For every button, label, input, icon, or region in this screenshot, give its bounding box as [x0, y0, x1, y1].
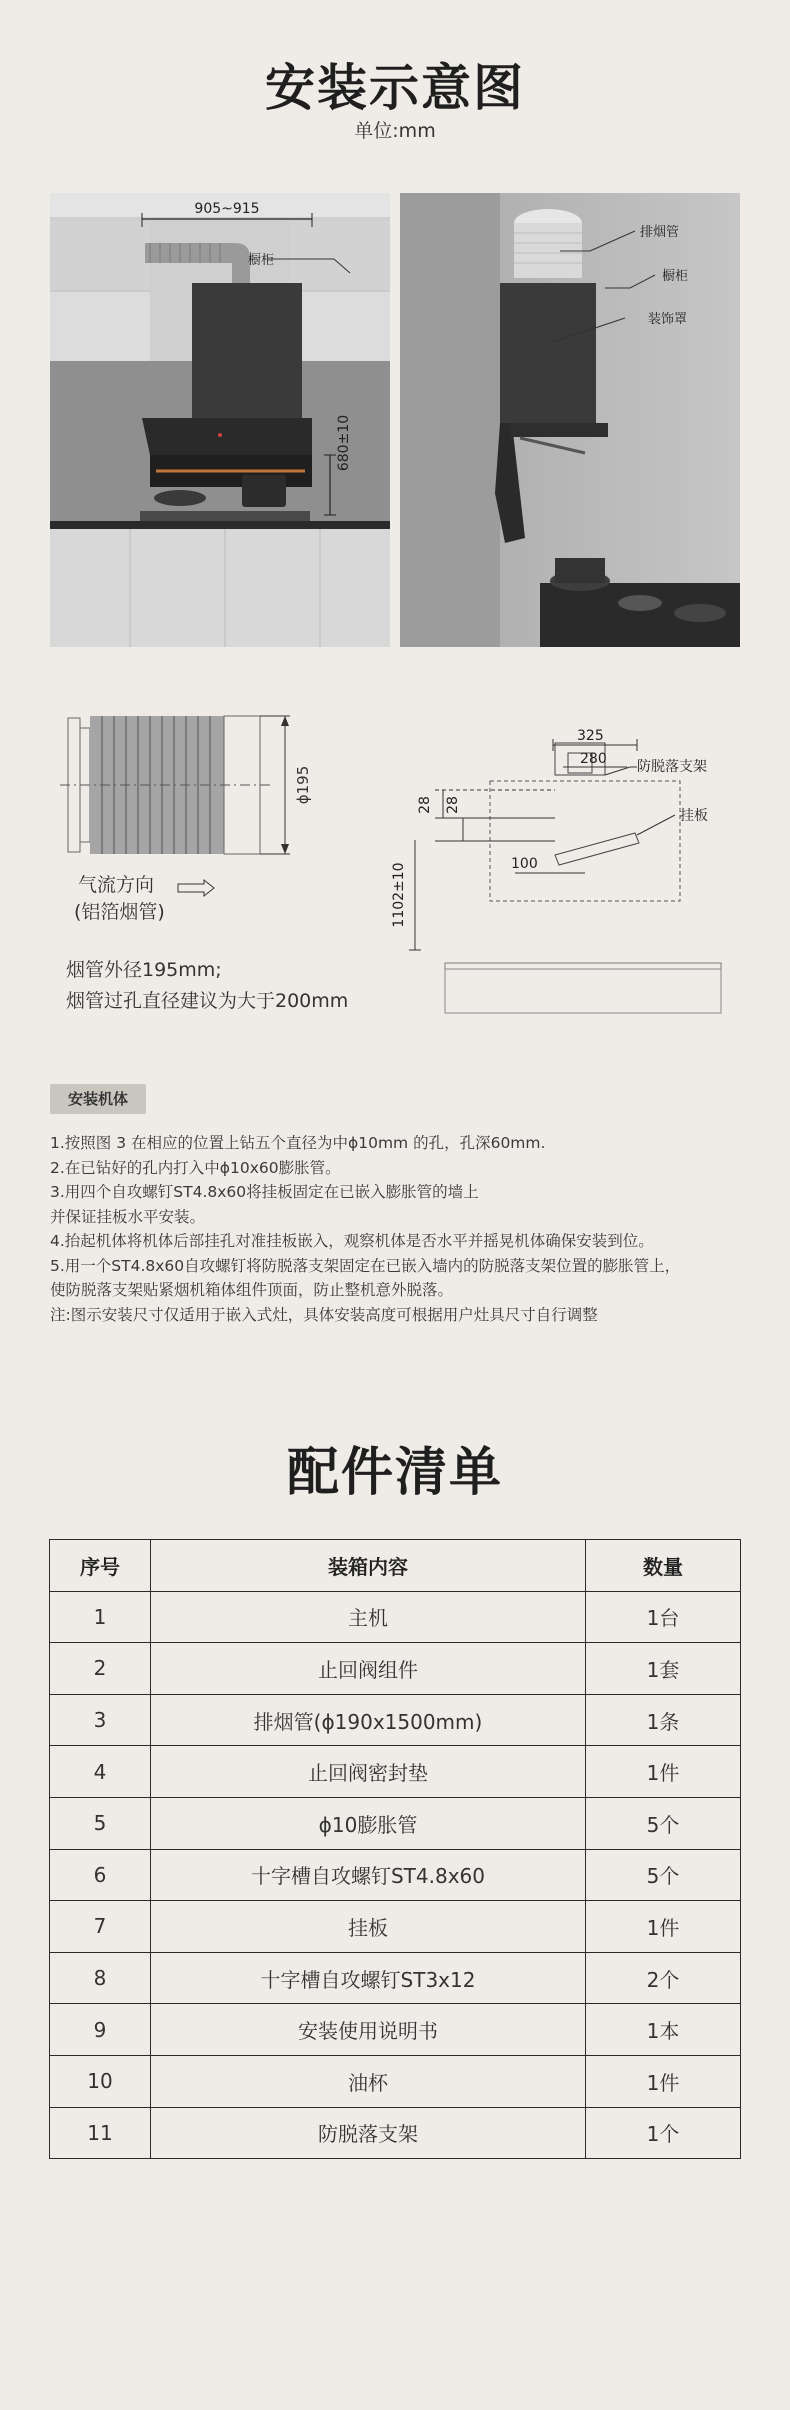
header-index: 序号: [50, 1540, 151, 1592]
dim-height-label: 680±10: [336, 414, 352, 472]
cell-index: 10: [50, 2055, 151, 2107]
parts-table: [49, 1539, 741, 2159]
dim-width-label: 905~915: [194, 201, 260, 217]
cell-content: 安装使用说明书: [151, 2004, 586, 2056]
table-row: [50, 1591, 741, 1643]
cell-quantity: 1件: [586, 2055, 741, 2107]
cell-quantity: 5个: [586, 1849, 741, 1901]
cell-content: 油杯: [151, 2055, 586, 2107]
cell-index: 11: [50, 2107, 151, 2159]
pipe-note-diameter: 烟管外径195mm;: [66, 959, 222, 981]
table-row: [50, 1797, 741, 1849]
install-steps: [50, 1131, 750, 1327]
cell-index: 4: [50, 1746, 151, 1798]
unit-label: 单位:mm: [354, 120, 436, 142]
cell-index: 3: [50, 1694, 151, 1746]
cell-quantity: 2个: [586, 1952, 741, 2004]
header-quantity: 数量: [586, 1540, 741, 1592]
table-header-row: [50, 1540, 741, 1592]
cell-quantity: 1本: [586, 2004, 741, 2056]
cell-quantity: 1个: [586, 2107, 741, 2159]
label-hanging-plate: 挂板: [680, 808, 708, 824]
label-anti-fall-bracket: 防脱落支架: [637, 759, 707, 775]
kitchen-front-illustration: [50, 193, 390, 647]
side-view-illustration: [400, 193, 740, 647]
table-row: [50, 1952, 741, 2004]
pipe-note-hole: 烟管过孔直径建议为大于200mm: [66, 990, 349, 1012]
label-exhaust-pipe: 排烟管: [640, 225, 680, 240]
install-step: 并保证挂板水平安装。: [50, 1207, 206, 1226]
table-row: [50, 1746, 741, 1798]
cell-content: 防脱落支架: [151, 2107, 586, 2159]
table-row: [50, 2055, 741, 2107]
cell-quantity: 1条: [586, 1694, 741, 1746]
cell-content: ϕ10膨胀管: [151, 1797, 586, 1849]
page-title: 安装示意图: [265, 59, 525, 117]
photo-side-view: [400, 193, 740, 647]
cell-index: 2: [50, 1643, 151, 1695]
dim-mount-height: 1102±10: [391, 862, 407, 928]
cell-index: 9: [50, 2004, 151, 2056]
cell-content: 止回阀组件: [151, 1643, 586, 1695]
install-section-badge: 安装机体: [50, 1084, 146, 1114]
cell-index: 8: [50, 1952, 151, 2004]
cabinet-label: 橱柜: [248, 253, 275, 268]
install-step: 3.用四个自攻螺钉ST4.8x60将挂板固定在已嵌入膨胀管的墙上: [50, 1183, 479, 1201]
label-cover: 装饰罩: [648, 312, 688, 327]
parts-title: 配件清单: [286, 1443, 503, 1503]
label-cabinet: 橱柜: [662, 269, 689, 284]
header-content: 装箱内容: [151, 1540, 586, 1592]
install-step: 5.用一个ST4.8x60自攻螺钉将防脱落支架固定在已嵌入墙内的防脱落支架位置的膨胀管上，: [50, 1256, 681, 1275]
cell-content: 排烟管(ϕ190x1500mm): [151, 1694, 586, 1746]
cell-content: 止回阀密封垫: [151, 1746, 586, 1798]
dim-28-a: 28: [417, 796, 433, 814]
cell-quantity: 1台: [586, 1591, 741, 1643]
table-row: [50, 1643, 741, 1695]
install-note: 注:图示安装尺寸仅适用于嵌入式灶，具体安装高度可根据用户灶具尺寸自行调整: [50, 1305, 598, 1324]
pipe-type-label: (铝箔烟管): [74, 901, 165, 923]
pipe-diameter-label: ϕ195: [294, 765, 312, 805]
dim-280: 280: [580, 751, 607, 767]
cell-index: 5: [50, 1797, 151, 1849]
install-step: 2.在已钻好的孔内打入中ϕ10x60膨胀管。: [50, 1158, 341, 1177]
cell-index: 6: [50, 1849, 151, 1901]
cell-quantity: 1件: [586, 1901, 741, 1953]
table-row: [50, 1901, 741, 1953]
photo-kitchen-front: [50, 193, 390, 647]
table-row: [50, 2107, 741, 2159]
cell-index: 1: [50, 1591, 151, 1643]
table-row: [50, 1849, 741, 1901]
install-step: 4.抬起机体将机体后部挂孔对准挂板嵌入，观察机体是否水平并摇晃机体确保安装到位。: [50, 1232, 654, 1250]
cell-content: 挂板: [151, 1901, 586, 1953]
cell-index: 7: [50, 1901, 151, 1953]
dim-325: 325: [577, 728, 604, 744]
install-step: 1.按照图 3 在相应的位置上钻五个直径为中ϕ10mm 的孔，孔深60mm.: [50, 1134, 546, 1152]
dim-100: 100: [511, 856, 538, 872]
cell-quantity: 1套: [586, 1643, 741, 1695]
cell-content: 十字槽自攻螺钉ST3x12: [151, 1952, 586, 2004]
cell-content: 十字槽自攻螺钉ST4.8x60: [151, 1849, 586, 1901]
install-step: 使防脱落支架贴紧烟机箱体组件顶面，防止整机意外脱落。: [50, 1281, 454, 1299]
mount-diagram: [391, 715, 745, 1015]
cell-quantity: 5个: [586, 1797, 741, 1849]
cell-quantity: 1件: [586, 1746, 741, 1798]
dim-28-b: 28: [445, 796, 461, 814]
cell-content: 主机: [151, 1591, 586, 1643]
table-row: [50, 1694, 741, 1746]
table-row: [50, 2004, 741, 2056]
flow-direction-label: 气流方向: [78, 874, 155, 896]
